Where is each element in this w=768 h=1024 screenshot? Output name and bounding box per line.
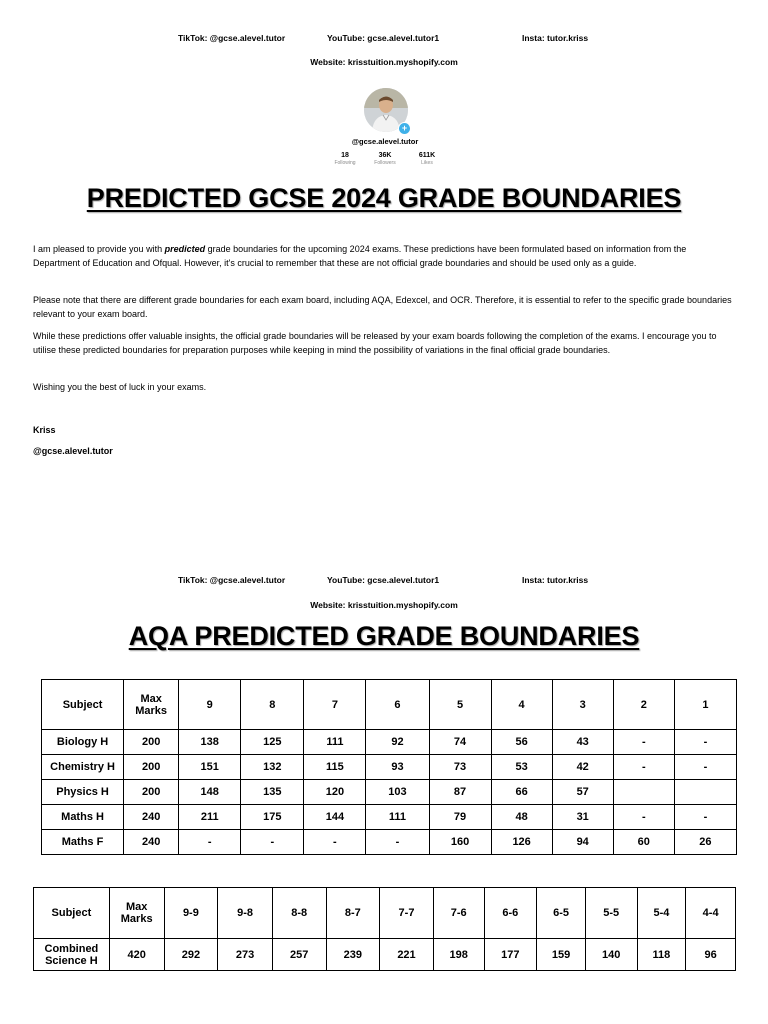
table-header-cell: 2 (613, 680, 674, 730)
table-header-cell: 1 (674, 680, 736, 730)
section-title: AQA PREDICTED GRADE BOUNDARIES (128, 621, 640, 651)
table-header-cell: 9-9 (164, 888, 218, 939)
table-cell: - (613, 805, 674, 830)
social-links-section (0, 575, 768, 591)
table-cell: 87 (429, 780, 491, 805)
table-cell: 92 (366, 730, 429, 755)
table-row (34, 939, 736, 971)
table-header-row (34, 888, 736, 939)
intro-paragraph-4: Wishing you the best of luck in your exams. (33, 382, 207, 392)
table-header-cell: 5 (429, 680, 491, 730)
intro-text: I am pleased to provide you with (33, 244, 165, 254)
signature-name: Kriss (33, 425, 56, 435)
stat-value: 18 (341, 152, 349, 159)
table-header-cell: 8-7 (326, 888, 380, 939)
table-row (42, 730, 737, 755)
profile-handle: @gcse.alevel.tutor (351, 137, 419, 146)
table-cell: 138 (179, 730, 241, 755)
table-cell: 53 (491, 755, 552, 780)
table-header-cell: Subject (42, 680, 124, 730)
instagram-handle: Insta: tutor.kriss (522, 33, 589, 43)
subject-cell: Combined Science H (34, 939, 110, 971)
intro-paragraph-2: Please note that there are different grade boundaries for each exam board, including AQA, Edexcel, and OCR. Therefore, it is essential to refer to the specific grade boundaries relevant to your exam board. (33, 295, 732, 320)
table-header-cell: 5-5 (585, 888, 637, 939)
table-cell: 94 (552, 830, 613, 855)
social-links-top (0, 33, 768, 49)
table-cell: 74 (429, 730, 491, 755)
table-cell: 151 (179, 755, 241, 780)
table-cell: 120 (304, 780, 366, 805)
stat-label: Likes (421, 160, 433, 166)
table-cell: 103 (366, 780, 429, 805)
table-cell: 200 (124, 780, 179, 805)
subject-cell: Physics H (42, 780, 124, 805)
stat-label: Following (334, 160, 356, 166)
intro-paragraph-1 (33, 242, 733, 271)
website-link: Website: krisstuition.myshopify.com (310, 600, 458, 610)
table-header-cell: 9-8 (218, 888, 273, 939)
signature-handle: @gcse.alevel.tutor (33, 446, 113, 456)
table-cell: 43 (552, 730, 613, 755)
table-header-cell: 6-5 (537, 888, 586, 939)
table-cell: - (366, 830, 429, 855)
table-cell: 159 (537, 939, 586, 971)
table-cell: 175 (241, 805, 304, 830)
stat-label: Followers (374, 160, 396, 166)
table-header-cell: 3 (552, 680, 613, 730)
table-cell: 221 (380, 939, 434, 971)
table-cell: 177 (484, 939, 537, 971)
table-header-cell: Max Marks (109, 888, 164, 939)
stat-value: 611K (418, 152, 436, 159)
website-link: Website: krisstuition.myshopify.com (310, 57, 458, 67)
intro-paragraph-3: While these predictions offer valuable insights, the official grade boundaries will be released by your exam boards following the completion of the exams. I encourage you to utilise these predicted boundaries for preparation purposes while keeping in mind the possibility of variations in the final official grade boundaries. (33, 331, 717, 356)
table-cell: 118 (637, 939, 686, 971)
youtube-handle: YouTube: gcse.alevel.tutor1 (327, 575, 440, 585)
table-header-cell: 9 (179, 680, 241, 730)
table-cell: - (613, 730, 674, 755)
aqa-grade-table (41, 679, 737, 855)
stat-likes (407, 152, 447, 166)
subject-cell: Biology H (42, 730, 124, 755)
table-cell: 160 (429, 830, 491, 855)
youtube-handle: YouTube: gcse.alevel.tutor1 (327, 33, 440, 43)
table-cell: 79 (429, 805, 491, 830)
table-cell: 240 (124, 805, 179, 830)
table-cell: 273 (218, 939, 273, 971)
table-cell: 73 (429, 755, 491, 780)
table-header-cell: 8-8 (272, 888, 326, 939)
tiktok-handle: TikTok: @gcse.alevel.tutor (178, 575, 286, 585)
table-cell: 125 (241, 730, 304, 755)
subject-cell: Maths F (42, 830, 124, 855)
table-row (42, 780, 737, 805)
table-header-cell: Max Marks (124, 680, 179, 730)
table-header-cell: 4-4 (686, 888, 736, 939)
stat-followers (365, 152, 405, 166)
table-cell: 140 (585, 939, 637, 971)
table-cell: - (179, 830, 241, 855)
table-cell: 132 (241, 755, 304, 780)
table-cell: 60 (613, 830, 674, 855)
table-cell: 144 (304, 805, 366, 830)
follow-plus-icon: + (398, 122, 411, 135)
table-cell: 135 (241, 780, 304, 805)
stat-following (325, 152, 365, 166)
table-cell: 111 (304, 730, 366, 755)
combined-science-table (33, 887, 736, 971)
table-cell: - (613, 755, 674, 780)
table-header-cell: 6 (366, 680, 429, 730)
table-cell: 96 (686, 939, 736, 971)
table-header-cell: 4 (491, 680, 552, 730)
table-cell (613, 780, 674, 805)
table-cell: 200 (124, 755, 179, 780)
table-cell: 292 (164, 939, 218, 971)
table-cell: 148 (179, 780, 241, 805)
table-header-cell: 7-7 (380, 888, 434, 939)
table-cell (674, 780, 736, 805)
tiktok-handle: TikTok: @gcse.alevel.tutor (178, 33, 286, 43)
table-cell: 211 (179, 805, 241, 830)
table-cell: 420 (109, 939, 164, 971)
table-cell: 200 (124, 730, 179, 755)
table-cell: 257 (272, 939, 326, 971)
page-title: PREDICTED GCSE 2024 GRADE BOUNDARIES (86, 183, 682, 213)
subject-cell: Maths H (42, 805, 124, 830)
table-cell: 93 (366, 755, 429, 780)
table-row (42, 805, 737, 830)
table-cell: 115 (304, 755, 366, 780)
table-cell: 48 (491, 805, 552, 830)
table-row (42, 755, 737, 780)
emphasis-text: predicted (164, 244, 206, 254)
table-cell: 198 (433, 939, 484, 971)
table-cell: 42 (552, 755, 613, 780)
stat-value: 36K (378, 152, 392, 159)
table-header-cell: 8 (241, 680, 304, 730)
table-header-cell: 5-4 (637, 888, 686, 939)
table-cell: 26 (674, 830, 736, 855)
table-cell: - (674, 755, 736, 780)
table-cell: 240 (124, 830, 179, 855)
table-cell: - (674, 805, 736, 830)
table-cell: 57 (552, 780, 613, 805)
table-cell: - (304, 830, 366, 855)
table-header-row (42, 680, 737, 730)
table-cell: 111 (366, 805, 429, 830)
subject-cell: Chemistry H (42, 755, 124, 780)
table-cell: 31 (552, 805, 613, 830)
table-header-cell: 7-6 (433, 888, 484, 939)
table-cell: 126 (491, 830, 552, 855)
table-cell: 66 (491, 780, 552, 805)
intro-text: grade boundaries for the upcoming 2024 exams. These predictions have been formulated based on information from the Department of Education and Ofqual. However, it's crucial to remember that these are not official grade boundaries and should be used only as a guide. (33, 244, 687, 269)
table-cell: - (241, 830, 304, 855)
table-cell: - (674, 730, 736, 755)
table-header-cell: Subject (34, 888, 110, 939)
table-cell: 239 (326, 939, 380, 971)
profile-card (320, 80, 450, 176)
instagram-handle: Insta: tutor.kriss (522, 575, 589, 585)
table-header-cell: 7 (304, 680, 366, 730)
table-header-cell: 6-6 (484, 888, 537, 939)
table-row (42, 830, 737, 855)
table-cell: 56 (491, 730, 552, 755)
